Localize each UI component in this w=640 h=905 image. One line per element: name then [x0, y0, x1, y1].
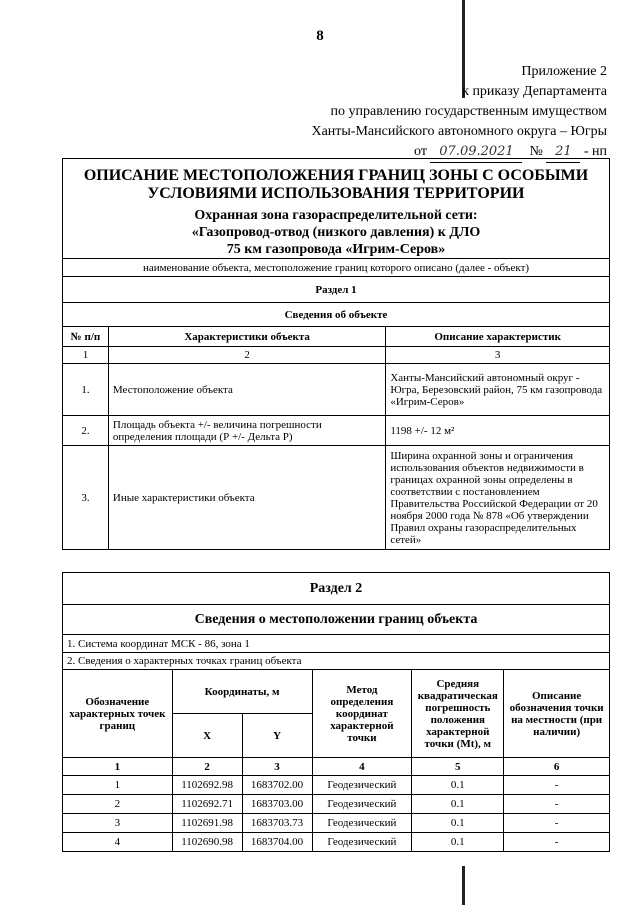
index-col-2: 2: [172, 758, 242, 776]
header-num: № п/п: [63, 327, 109, 347]
document-title-cell: [63, 159, 610, 259]
point-method: Геодезический: [312, 795, 412, 814]
point-x: 1102692.98: [172, 776, 242, 795]
table-row: [63, 446, 610, 550]
header-y: Y: [242, 714, 312, 758]
object-caption: наименование объекта, местоположение границ которого описано (далее - объект): [63, 259, 610, 277]
date-prefix: от: [414, 144, 427, 159]
header-method: Метод определения координат характерной точки: [312, 670, 412, 758]
point-method: Геодезический: [312, 833, 412, 852]
section2-title: Раздел 2: [63, 573, 610, 605]
index-col-1: 1: [63, 347, 109, 364]
header-line-4: Ханты-Мансийского автономного округа – Югры: [311, 124, 607, 139]
section2-table: [62, 572, 610, 852]
header-line-1: Приложение 2: [521, 64, 607, 79]
row-number: 1.: [63, 364, 109, 416]
point-method: Геодезический: [312, 814, 412, 833]
point-x: 1102691.98: [172, 814, 242, 833]
point-mt: 0.1: [412, 833, 504, 852]
row-name: Площадь объекта +/- величина погрешности определения площади (Р +/- Дельта Р): [108, 416, 385, 446]
date-value: 07.09.2021: [430, 142, 522, 163]
section1-table: [62, 158, 610, 550]
header-characteristics: Характеристики объекта: [108, 327, 385, 347]
index-col-2: 2: [108, 347, 385, 364]
header-coordinates: Координаты, м: [172, 670, 312, 714]
index-col-1: 1: [63, 758, 173, 776]
scan-vertical-line-bottom: [462, 866, 465, 905]
point-id: 3: [63, 814, 173, 833]
index-col-5: 5: [412, 758, 504, 776]
header-line-3: по управлению государственным имуществом: [330, 104, 607, 119]
number-value: 21: [546, 142, 580, 163]
point-y: 1683703.00: [242, 795, 312, 814]
point-y: 1683702.00: [242, 776, 312, 795]
index-col-6: 6: [504, 758, 610, 776]
point-desc: -: [504, 776, 610, 795]
header-description: Описание характеристик: [386, 327, 610, 347]
row-description: Ханты-Мансийский автономный округ - Югра, Березовский район, 75 км газопровода «Игрим-Серов»: [386, 364, 610, 416]
table-row: [63, 776, 610, 795]
row-number: 3.: [63, 446, 109, 550]
object-name-line-2: «Газопровод-отвод (низкого давления) к ДЛО: [191, 225, 481, 240]
appendix-header: [311, 62, 607, 163]
point-mt: 0.1: [412, 795, 504, 814]
number-prefix: №: [529, 144, 543, 159]
coordinate-system: 1. Система координат МСК - 86, зона 1: [63, 635, 610, 653]
table-row: [63, 795, 610, 814]
row-description: 1198 +/- 12 м²: [386, 416, 610, 446]
header-point-designation: Обозначение характерных точек границ: [63, 670, 173, 758]
point-desc: -: [504, 795, 610, 814]
row-name: Иные характеристики объекта: [108, 446, 385, 550]
table-row: [63, 416, 610, 446]
row-description: Ширина охранной зоны и ограничения использования объектов недвижимости в границах охранной зоны определены в соответствии с постановлением Правительства Российской Федерации от 20 ноября 2000 года № 878 «Об утверждении Правил охраны газораспределительных сетей»: [386, 446, 610, 550]
point-y: 1683704.00: [242, 833, 312, 852]
point-id: 4: [63, 833, 173, 852]
page-number: 8: [316, 28, 324, 44]
point-mt: 0.1: [412, 814, 504, 833]
section2-subtitle: Сведения о местоположении границ объекта: [63, 605, 610, 635]
point-desc: -: [504, 814, 610, 833]
number-suffix: - нп: [583, 144, 607, 159]
header-x: X: [172, 714, 242, 758]
point-id: 2: [63, 795, 173, 814]
index-col-3: 3: [242, 758, 312, 776]
section1-subtitle: Сведения об объекте: [63, 303, 610, 327]
point-desc: -: [504, 833, 610, 852]
row-name: Местоположение объекта: [108, 364, 385, 416]
header-line-2: к приказу Департамента: [462, 84, 607, 99]
table-row: [63, 364, 610, 416]
section1-title: Раздел 1: [63, 277, 610, 303]
header-point-description: Описание обозначения точки на местности (при наличии): [504, 670, 610, 758]
table-row: [63, 814, 610, 833]
points-caption: 2. Сведения о характерных точках границ объекта: [63, 653, 610, 670]
point-x: 1102692.71: [172, 795, 242, 814]
index-col-4: 4: [312, 758, 412, 776]
point-id: 1: [63, 776, 173, 795]
point-x: 1102690.98: [172, 833, 242, 852]
object-name-line-1: Охранная зона газораспределительной сети:: [194, 208, 478, 223]
index-col-3: 3: [386, 347, 610, 364]
table-row: [63, 833, 610, 852]
object-name-line-3: 75 км газопровода «Игрим-Серов»: [226, 242, 446, 257]
point-y: 1683703.73: [242, 814, 312, 833]
document-title: ОПИСАНИЕ МЕСТОПОЛОЖЕНИЯ ГРАНИЦ ЗОНЫ С ОСОБЫМИ УСЛОВИЯМИ ИСПОЛЬЗОВАНИЯ ТЕРРИТОРИИ: [83, 167, 589, 202]
header-accuracy: Средняя квадратическая погрешность положения характерной точки (Mt), м: [412, 670, 504, 758]
row-number: 2.: [63, 416, 109, 446]
point-mt: 0.1: [412, 776, 504, 795]
point-method: Геодезический: [312, 776, 412, 795]
